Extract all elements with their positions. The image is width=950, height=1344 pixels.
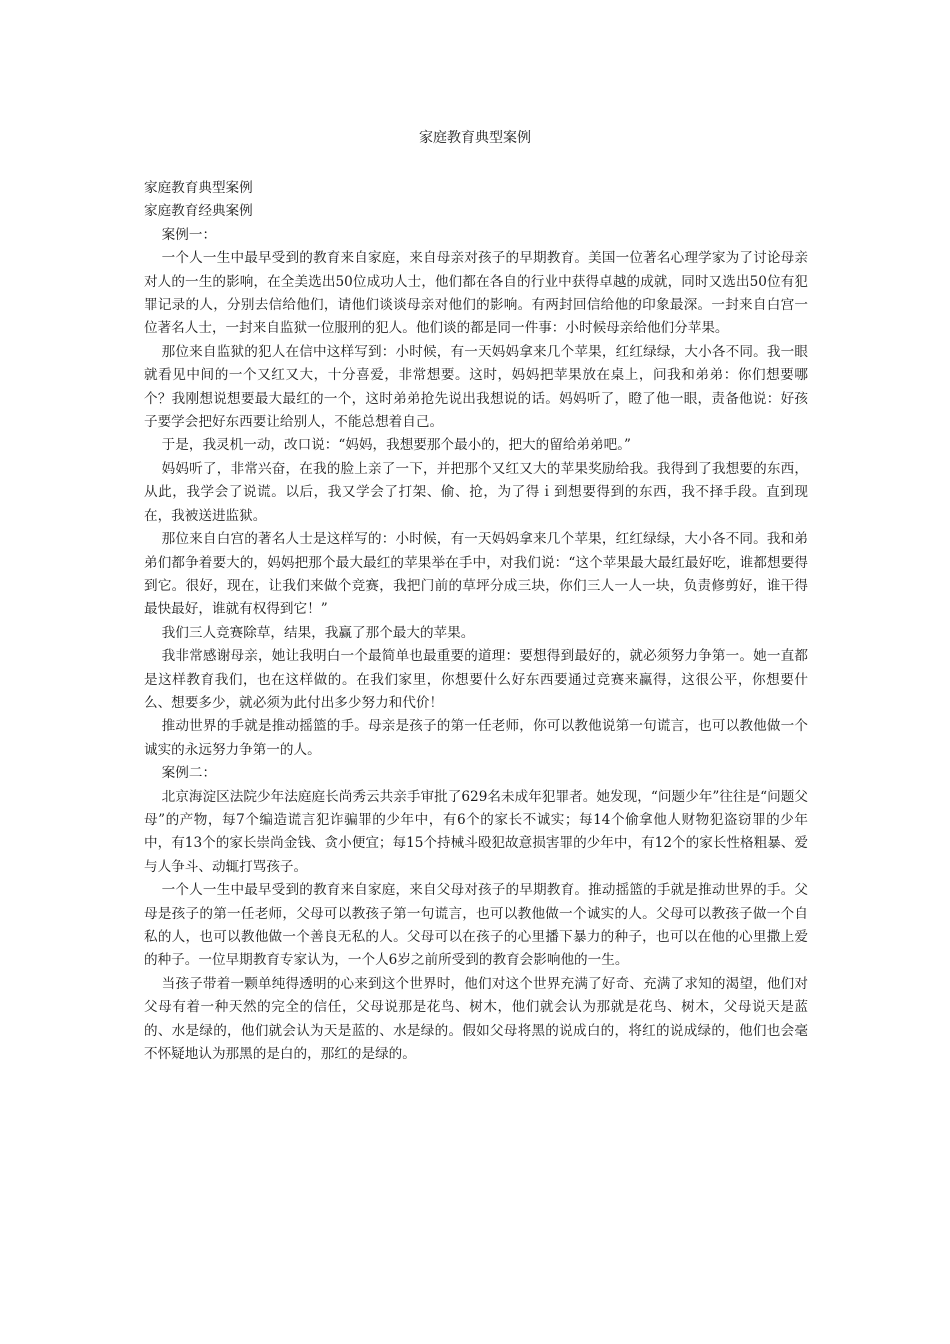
- paragraph: 家庭教育经典案例: [144, 203, 253, 220]
- document-body: [144, 177, 808, 1066]
- paragraph: 案例二：: [161, 765, 217, 782]
- paragraph: 那位来自白宫的著名人士是这样写的：小时候，有一天妈妈拿来几个苹果，红红绿绿，大小各不同。我和弟弟们都争着要大的，妈妈把那个最大最红的苹果举在手中，对我们说：“这个苹果最大最红最好吃，谁都想要得到它。很好，现在，让我们来做个竞赛，我把门前的草坪分成三块，你们三人一人一块，负责修剪好，谁干得最快最好，谁就有权得到它！”: [144, 531, 808, 618]
- paragraph: 妈妈听了，非常兴奋，在我的脸上亲了一下，并把那个又红又大的苹果奖励给我。我得到了我想要的东西，从此，我学会了说谎。以后，我又学会了打架、偷、抢，为了得ｉ到想要得到的东西，我不择手段。直到现在，我被送进监狱。: [144, 460, 808, 524]
- paragraph: 一个人一生中最早受到的教育来自家庭，来自母亲对孩子的早期教育。美国一位著名心理学家为了讨论母亲对人的一生的影响，在全美选出50位成功人士，他们都在各自的行业中获得卓越的成就，同时又选出50位有犯罪记录的人，分别去信给他们，请他们谈谈母亲对他们的影响。有两封回信给他的印象最深。一封来自白宫一位著名人士，一封来自监狱一位服刑的犯人。他们谈的都是同一件事：小时候母亲给他们分苹果。: [144, 250, 808, 337]
- paragraph: 案例一：: [161, 226, 217, 243]
- document-title: 家庭教育典型案例: [419, 130, 531, 146]
- paragraph: 北京海淀区法院少年法庭庭长尚秀云共亲手审批了629名未成年犯罪者。她发现，“问题少年”往往是“问题父母”的产物，每7个编造谎言犯诈骗罪的少年中，有6个的家长不诚实；每14个偷拿他人财物犯盗窃罪的少年中，有13个的家长崇尚金钱、贪小便宜；每15个持械斗殴犯故意损害罪的少年中，有12个的家长性格粗暴、爱与人争斗、动辄打骂孩子。: [144, 788, 808, 875]
- paragraph: 推动世界的手就是推动摇篮的手。母亲是孩子的第一任老师，你可以教他说第一句谎言，也可以教他做一个诚实的永远努力争第一的人。: [144, 718, 808, 758]
- paragraph: 家庭教育典型案例: [144, 180, 253, 196]
- paragraph: 那位来自监狱的犯人在信中这样写到：小时候，有一天妈妈拿来几个苹果，红红绿绿，大小各不同。我一眼就看见中间的一个又红又大，十分喜爱，非常想要。这时，妈妈把苹果放在桌上，问我和弟弟：你们想要哪个？我刚想说想要最大最红的一个，这时弟弟抢先说出我想说的话。妈妈听了，瞪了他一眼，责备他说：好孩子要学会把好东西要让给别人，不能总想着自己。: [144, 343, 808, 431]
- paragraph: 当孩子带着一颗单纯得透明的心来到这个世界时，他们对这个世界充满了好奇、充满了求知的渴望，他们对父母有着一种天然的完全的信任，父母说那是花鸟、树木，他们就会认为那就是花鸟、树木，父母说天是蓝的、水是绿的，他们就会认为天是蓝的、水是绿的。假如父母将黑的说成白的，将红的说成绿的，他们也会毫不怀疑地认为那黑的是白的，那红的是绿的。: [144, 975, 808, 1063]
- paragraph: 我非常感谢母亲，她让我明白一个最简单也最重要的道理：要想得到最好的，就必须努力争第一。她一直都是这样教育我们，也在这样做的。在我们家里，你想要什么好东西要通过竞赛来赢得，这很公平，你想要什么、想要多少，就必须为此付出多少努力和代价！: [144, 648, 808, 711]
- paragraph: 于是，我灵机一动，改口说：“妈妈，我想要那个最小的，把大的留给弟弟吧。”: [161, 437, 631, 454]
- paragraph: 一个人一生中最早受到的教育来自家庭，来自父母对孩子的早期教育。推动摇篮的手就是推动世界的手。父母是孩子的第一任老师，父母可以教孩子第一句谎言，也可以教他做一个诚实的人。父母可以教孩子做一个自私的人，也可以教他做一个善良无私的人。父母可以在孩子的心里播下暴力的种子，也可以在他的心里撒上爱的种子。一位早期教育专家认为，一个人6岁之前所受到的教育会影响他的一生。: [144, 882, 808, 969]
- paragraph: 我们三人竞赛除草，结果，我赢了那个最大的苹果。: [161, 624, 475, 641]
